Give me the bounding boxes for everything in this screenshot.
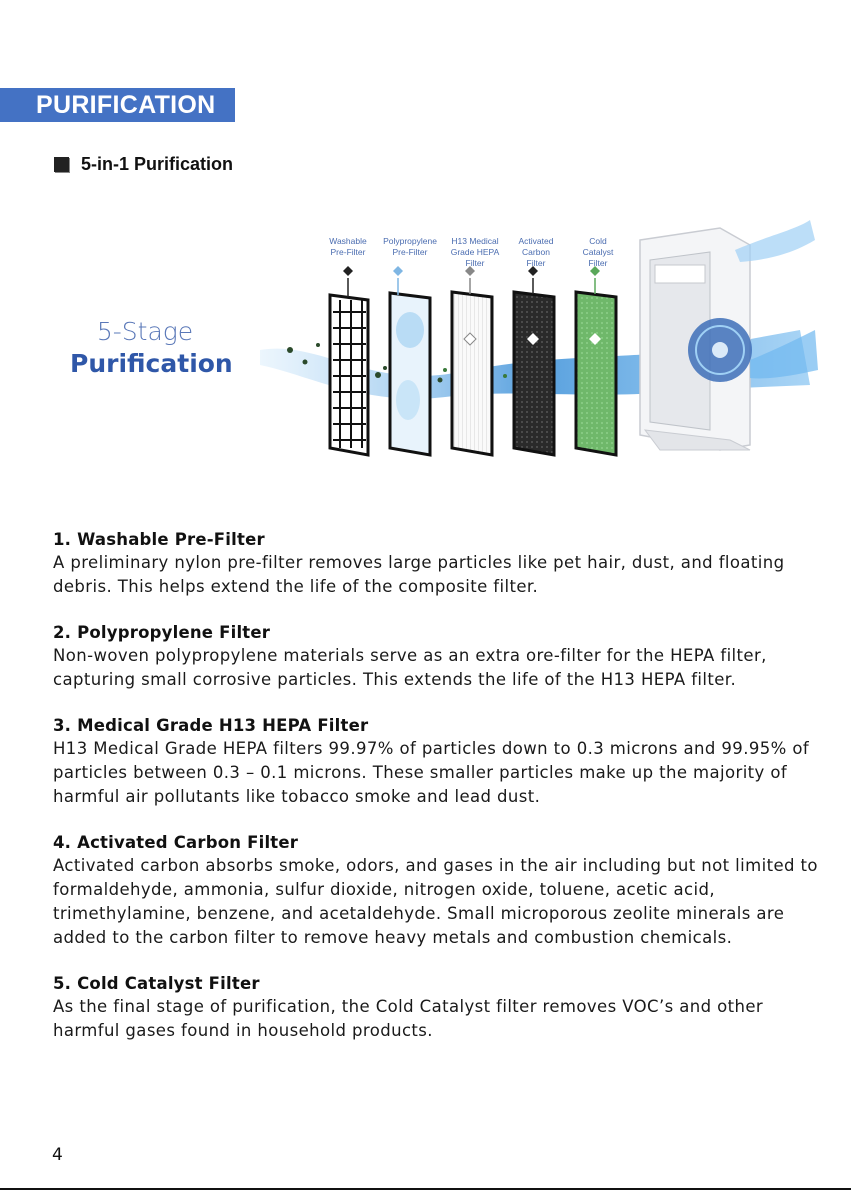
- item-body: Non-woven polypropylene materials serve as an extra ore-filter for the HEPA filter, capturing small corrosive particles. This extends the life of the H13 HEPA filter.: [53, 646, 767, 689]
- stage-label-3-line-1: H13 Medical: [451, 236, 499, 246]
- marker-diamond-icon: [393, 266, 403, 276]
- marker-diamond-icon: [343, 266, 353, 276]
- polypropylene-filter-panel: [390, 266, 430, 455]
- filter-item-3: [53, 714, 823, 809]
- item-body: A preliminary nylon pre-filter removes large particles like pet hair, dust, and floating debris. This helps extend the life of the composite filter.: [53, 553, 785, 596]
- item-body: As the final stage of purification, the Cold Catalyst filter removes VOC’s and other harmful gases found in household products.: [53, 997, 764, 1040]
- item-title: 3. Medical Grade H13 HEPA Filter: [53, 716, 369, 735]
- stage-label-5-line-3: Filter: [588, 258, 608, 268]
- washable-pre-filter-panel: [330, 266, 368, 455]
- item-title: 2. Polypropylene Filter: [53, 623, 271, 642]
- air-purifier-unit: [640, 228, 752, 450]
- stage-label-4-line-1: Activated: [518, 236, 554, 246]
- outflow-wisp: [735, 220, 815, 262]
- item-title: 1. Washable Pre-Filter: [53, 530, 265, 549]
- subheading: [54, 152, 233, 176]
- filter-item-2: [53, 621, 823, 692]
- bottom-rule: [0, 1188, 851, 1190]
- hero-line-1: 5-Stage: [96, 317, 194, 346]
- stage-label-2-line-2: Pre-Filter: [392, 247, 428, 257]
- page-number: 4: [52, 1145, 63, 1165]
- filter-item-1: [53, 528, 823, 599]
- hero-line-2: Purification: [70, 349, 233, 378]
- stage-label-4-line-3: Filter: [526, 258, 546, 268]
- stage-label-2-line-1: Polypropylene: [383, 236, 437, 246]
- filter-stages-diagram: [230, 200, 820, 500]
- stage-label-3-line-3: Filter: [465, 258, 485, 268]
- item-title: 5. Cold Catalyst Filter: [53, 974, 260, 993]
- stage-label-5-line-2: Catalyst: [582, 247, 614, 257]
- stage-label-1-line-2: Pre-Filter: [330, 247, 366, 257]
- stage-label-1-line-1: Washable: [329, 236, 367, 246]
- item-body: Activated carbon absorbs smoke, odors, and gases in the air including but not limited to formaldehyde, ammonia, sulfur dioxide, nitrogen oxide, toluene, acetic acid, trimethylamine, benzene, and acetaldehyde. Small microporous zeolite minerals are added to the carbon filter to remove heavy metals and combustion chemicals.: [53, 856, 818, 947]
- item-title: 4. Activated Carbon Filter: [53, 833, 299, 852]
- filter-item-5: [53, 972, 823, 1043]
- section-title-banner: PURIFICATION: [0, 88, 235, 122]
- stage-label-4-line-2: Carbon: [522, 247, 550, 257]
- stage-label-3-line-2: Grade HEPA: [450, 247, 500, 257]
- square-bullet-icon: [54, 157, 69, 172]
- cold-catalyst-filter-panel: [576, 266, 616, 455]
- subheading-text: 5-in-1 Purification: [81, 153, 234, 174]
- filter-descriptions: [53, 528, 823, 1065]
- item-body: H13 Medical Grade HEPA filters 99.97% of particles down to 0.3 microns and 99.95% of particles between 0.3 – 0.1 microns. These smaller particles make up the majority of harmful air pollutants like tobacco smoke and lead dust.: [53, 739, 810, 806]
- hero-label: [70, 316, 233, 380]
- carbon-filter-panel: [514, 266, 554, 455]
- filter-item-4: [53, 831, 823, 950]
- stage-label-5-line-1: Cold: [589, 236, 607, 246]
- hepa-filter-panel: [452, 266, 492, 455]
